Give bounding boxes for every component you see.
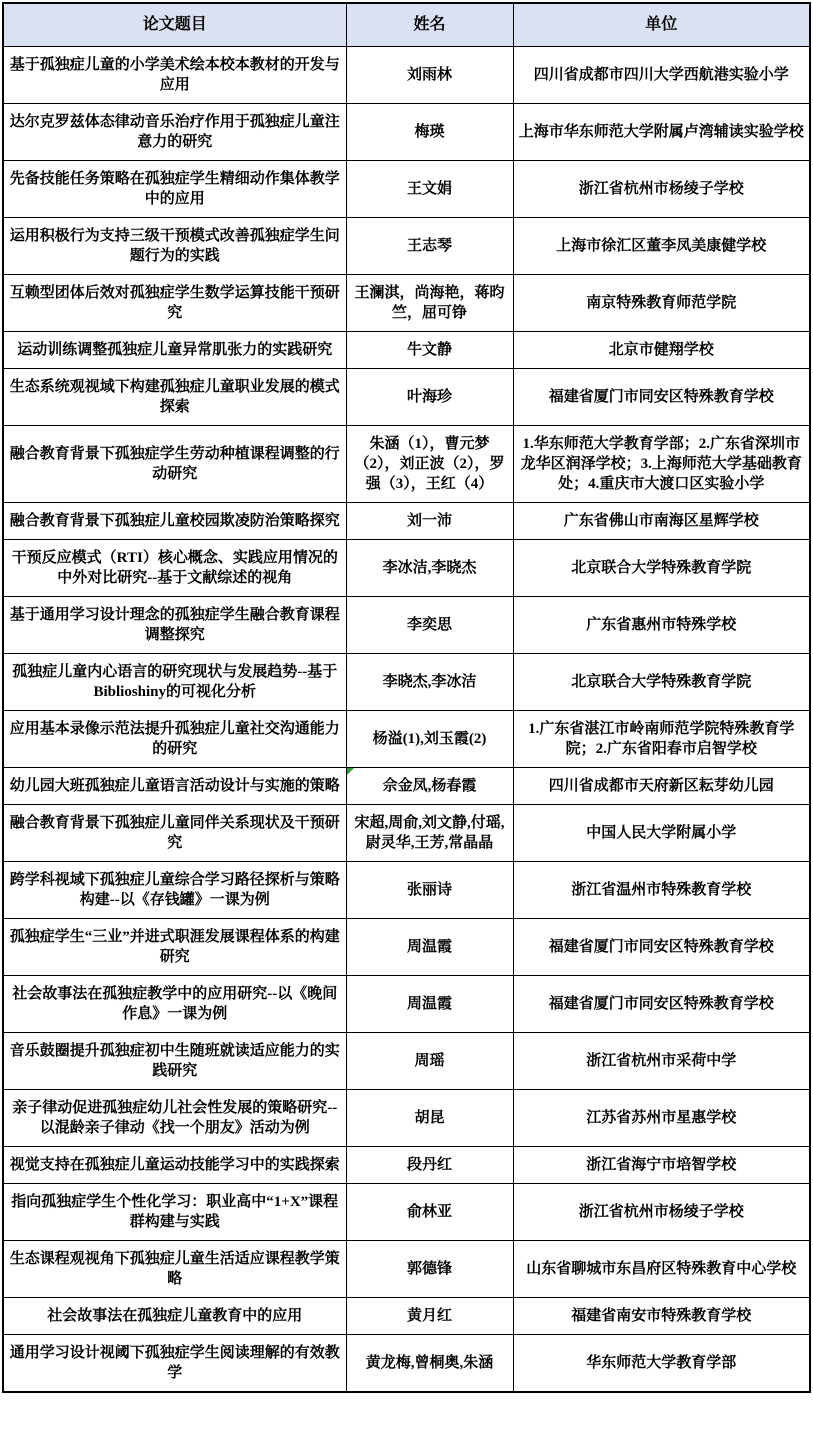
organization-cell: 山东省聊城市东昌府区特殊教育中心学校	[513, 1241, 810, 1298]
column-header-author-name: 姓名	[346, 3, 513, 47]
table-row	[3, 369, 810, 426]
paper-title-cell: 融合教育背景下孤独症儿童校园欺凌防治策略探究	[3, 503, 346, 540]
author-name-cell: 周温霞	[346, 919, 513, 976]
table-row	[3, 503, 810, 540]
organization-cell: 1.广东省湛江市岭南师范学院特殊教育学院；2.广东省阳春市启智学校	[513, 711, 810, 768]
author-name-cell: 李晓杰,李冰洁	[346, 654, 513, 711]
table-row	[3, 805, 810, 862]
author-name-cell: 段丹红	[346, 1147, 513, 1184]
paper-title-cell: 先备技能任务策略在孤独症学生精细动作集体教学中的应用	[3, 161, 346, 218]
paper-title-cell: 融合教育背景下孤独症学生劳动种植课程调整的行动研究	[3, 426, 346, 503]
paper-title-cell: 视觉支持在孤独症儿童运动技能学习中的实践探索	[3, 1147, 346, 1184]
paper-title-cell: 社会故事法在孤独症教学中的应用研究--以《晚间作息》一课为例	[3, 976, 346, 1033]
table-row	[3, 711, 810, 768]
author-name-cell: 俞林亚	[346, 1184, 513, 1241]
cell-comment-marker-icon	[347, 768, 354, 775]
table-row	[3, 332, 810, 369]
table-row	[3, 47, 810, 104]
paper-title-cell: 指向孤独症学生个性化学习：职业高中“1+X”课程群构建与实践	[3, 1184, 346, 1241]
author-name-cell: 李冰洁,李晓杰	[346, 540, 513, 597]
organization-cell: 华东师范大学教育学部	[513, 1335, 810, 1393]
table-row	[3, 654, 810, 711]
paper-title-cell: 生态系统观视域下构建孤独症儿童职业发展的模式探索	[3, 369, 346, 426]
table-row	[3, 1184, 810, 1241]
paper-title-cell: 音乐鼓圈提升孤独症初中生随班就读适应能力的实践研究	[3, 1033, 346, 1090]
table-row	[3, 862, 810, 919]
paper-title-cell: 运用积极行为支持三级干预模式改善孤独症学生问题行为的实践	[3, 218, 346, 275]
author-name-cell: 王澜淇，尚海艳，蒋昀竺，屈可铮	[346, 275, 513, 332]
paper-title-cell: 孤独症儿童内心语言的研究现状与发展趋势--基于Biblioshiny的可视化分析	[3, 654, 346, 711]
organization-cell: 北京联合大学特殊教育学院	[513, 654, 810, 711]
table-row	[3, 275, 810, 332]
author-name-cell: 朱涵（1），曹元梦（2），刘正波（2），罗强（3），王红（4）	[346, 426, 513, 503]
organization-cell: 广东省惠州市特殊学校	[513, 597, 810, 654]
organization-cell: 浙江省杭州市杨绫子学校	[513, 1184, 810, 1241]
author-name-cell: 周温霞	[346, 976, 513, 1033]
author-name-cell: 杨溢(1),刘玉霞(2)	[346, 711, 513, 768]
paper-title-cell: 通用学习设计视阈下孤独症学生阅读理解的有效教学	[3, 1335, 346, 1393]
organization-cell: 四川省成都市四川大学西航港实验小学	[513, 47, 810, 104]
author-name-cell: 黄龙梅,曾桐奥,朱涵	[346, 1335, 513, 1393]
organization-cell: 浙江省海宁市培智学校	[513, 1147, 810, 1184]
author-name-cell: 王志琴	[346, 218, 513, 275]
author-name-cell: 牛文静	[346, 332, 513, 369]
organization-cell: 1.华东师范大学教育学部；2.广东省深圳市龙华区润泽学校；3.上海师范大学基础教育处；4.重庆市大渡口区实验小学	[513, 426, 810, 503]
paper-title-cell: 干预反应模式（RTI）核心概念、实践应用情况的中外对比研究--基于文献综述的视角	[3, 540, 346, 597]
table-row	[3, 1147, 810, 1184]
author-name-cell: 郭德锋	[346, 1241, 513, 1298]
organization-cell: 浙江省杭州市采荷中学	[513, 1033, 810, 1090]
table-row	[3, 919, 810, 976]
author-name-cell: 李奕思	[346, 597, 513, 654]
author-name-cell: 张丽诗	[346, 862, 513, 919]
table-row	[3, 104, 810, 161]
paper-title-cell: 基于孤独症儿童的小学美术绘本校本教材的开发与应用	[3, 47, 346, 104]
paper-title-cell: 互赖型团体后效对孤独症学生数学运算技能干预研究	[3, 275, 346, 332]
organization-cell: 浙江省温州市特殊教育学校	[513, 862, 810, 919]
table-row	[3, 1298, 810, 1335]
table-row	[3, 426, 810, 503]
organization-cell: 福建省厦门市同安区特殊教育学校	[513, 369, 810, 426]
author-name-cell: 刘一沛	[346, 503, 513, 540]
column-header-organization: 单位	[513, 3, 810, 47]
paper-title-cell: 应用基本录像示范法提升孤独症儿童社交沟通能力的研究	[3, 711, 346, 768]
organization-cell: 中国人民大学附属小学	[513, 805, 810, 862]
table-row	[3, 161, 810, 218]
author-name-cell: 王文娟	[346, 161, 513, 218]
author-name-cell: 周瑶	[346, 1033, 513, 1090]
table-row	[3, 597, 810, 654]
organization-cell: 四川省成都市天府新区耘芽幼儿园	[513, 768, 810, 805]
table-row	[3, 1241, 810, 1298]
organization-cell: 福建省厦门市同安区特殊教育学校	[513, 976, 810, 1033]
table-body	[3, 47, 810, 1393]
paper-title-cell: 社会故事法在孤独症儿童教育中的应用	[3, 1298, 346, 1335]
column-header-paper-title: 论文题目	[3, 3, 346, 47]
table-row	[3, 1033, 810, 1090]
author-name-cell: 叶海珍	[346, 369, 513, 426]
table-row	[3, 976, 810, 1033]
table-row	[3, 218, 810, 275]
paper-title-cell: 生态课程观视角下孤独症儿童生活适应课程教学策略	[3, 1241, 346, 1298]
organization-cell: 江苏省苏州市星惠学校	[513, 1090, 810, 1147]
organization-cell: 广东省佛山市南海区星辉学校	[513, 503, 810, 540]
organization-cell: 南京特殊教育师范学院	[513, 275, 810, 332]
table-row	[3, 1090, 810, 1147]
organization-cell: 上海市徐汇区董李凤美康健学校	[513, 218, 810, 275]
author-name-cell: 佘金凤,杨春霞	[346, 768, 513, 805]
table-row	[3, 540, 810, 597]
paper-title-cell: 孤独症学生“三业”并进式职涯发展课程体系的构建研究	[3, 919, 346, 976]
organization-cell: 北京联合大学特殊教育学院	[513, 540, 810, 597]
author-name-cell: 梅瑛	[346, 104, 513, 161]
paper-title-cell: 跨学科视域下孤独症儿童综合学习路径探析与策略构建--以《存钱罐》一课为例	[3, 862, 346, 919]
author-name-cell: 宋超,周俞,刘文静,付瑶,尉灵华,王芳,常晶晶	[346, 805, 513, 862]
author-name-cell: 刘雨林	[346, 47, 513, 104]
paper-title-cell: 融合教育背景下孤独症儿童同伴关系现状及干预研究	[3, 805, 346, 862]
organization-cell: 福建省厦门市同安区特殊教育学校	[513, 919, 810, 976]
author-name-cell: 黄月红	[346, 1298, 513, 1335]
organization-cell: 北京市健翔学校	[513, 332, 810, 369]
paper-title-cell: 基于通用学习设计理念的孤独症学生融合教育课程调整探究	[3, 597, 346, 654]
paper-title-cell: 达尔克罗兹体态律动音乐治疗作用于孤独症儿童注意力的研究	[3, 104, 346, 161]
paper-title-cell: 幼儿园大班孤独症儿童语言活动设计与实施的策略	[3, 768, 346, 805]
paper-title-cell: 运动训练调整孤独症儿童异常肌张力的实践研究	[3, 332, 346, 369]
author-name-cell: 胡昆	[346, 1090, 513, 1147]
header-row	[3, 3, 810, 47]
table-row	[3, 1335, 810, 1393]
organization-cell: 浙江省杭州市杨绫子学校	[513, 161, 810, 218]
paper-title-cell: 亲子律动促进孤独症幼儿社会性发展的策略研究--以混龄亲子律动《找一个朋友》活动为例	[3, 1090, 346, 1147]
organization-cell: 上海市华东师范大学附属卢湾辅读实验学校	[513, 104, 810, 161]
organization-cell: 福建省南安市特殊教育学校	[513, 1298, 810, 1335]
papers-table	[2, 2, 811, 1393]
table-row	[3, 768, 810, 805]
